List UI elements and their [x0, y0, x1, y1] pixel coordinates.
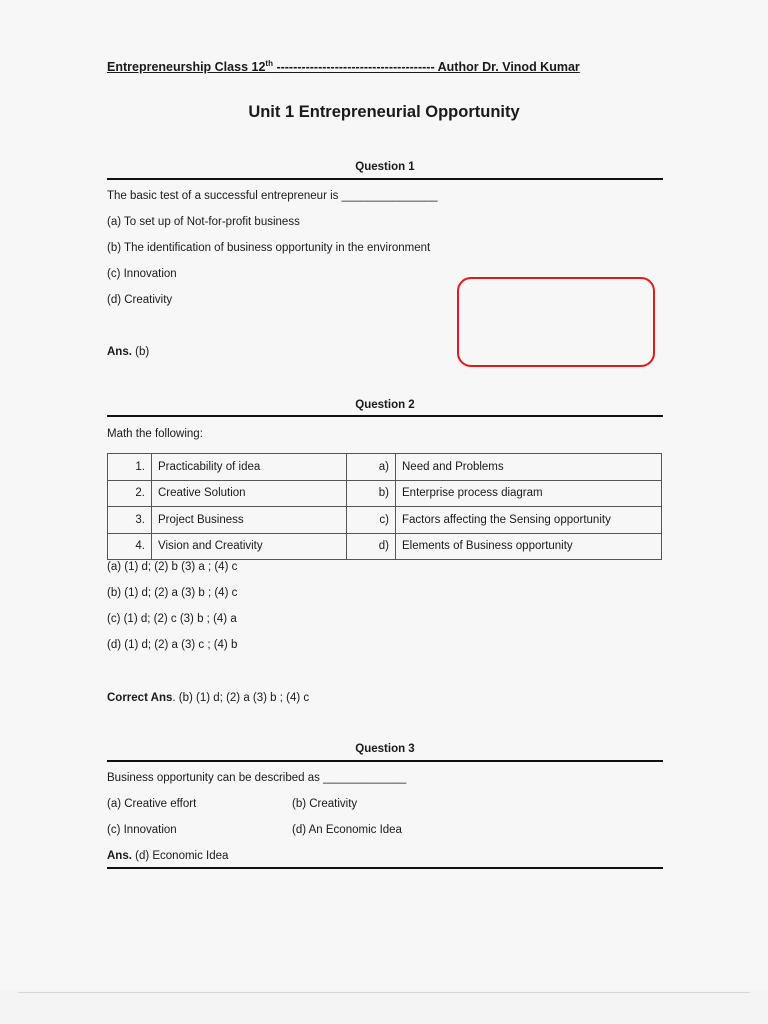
table-row	[108, 480, 662, 507]
answer-value: . (b) (1) d; (2) a (3) b ; (4) c	[172, 692, 310, 704]
table-row	[108, 533, 662, 560]
match-table	[107, 453, 662, 560]
question-2-stem: Math the following:	[107, 428, 203, 440]
question-3-option-b: (b) Creativity	[292, 798, 358, 810]
question-3-answer	[107, 850, 228, 862]
row-left-item: Practicability of idea	[152, 454, 347, 481]
question-3-option-c: (c) Innovation	[107, 824, 177, 836]
question-2-rule	[107, 415, 663, 417]
question-3-option-d: (d) An Economic Idea	[292, 824, 402, 836]
row-right-item: Need and Problems	[396, 454, 662, 481]
question-3-bottom-rule	[107, 867, 663, 869]
question-3-option-a: (a) Creative effort	[107, 798, 197, 810]
answer-label: Ans.	[107, 346, 132, 358]
row-letter: a)	[347, 454, 396, 481]
question-1-option-c: (c) Innovation	[107, 268, 177, 280]
answer-value: (b)	[131, 346, 150, 358]
page-bottom-divider	[18, 992, 750, 993]
answer-label: Correct Ans	[107, 692, 173, 704]
row-number: 1.	[108, 454, 152, 481]
answer-value: (d) Economic Idea	[131, 850, 229, 862]
row-number: 4.	[108, 533, 152, 560]
question-2-option-d: (d) (1) d; (2) a (3) c ; (4) b	[107, 639, 238, 651]
question-2-option-a: (a) (1) d; (2) b (3) a ; (4) c	[107, 561, 238, 573]
document-header	[107, 59, 667, 74]
header-prefix: Entrepreneurship Class 12	[107, 60, 266, 75]
question-2-answer	[107, 692, 309, 704]
table-row	[108, 507, 662, 534]
header-superscript: th	[265, 59, 273, 68]
row-right-item: Elements of Business opportunity	[396, 533, 662, 560]
question-3-heading: Question 3	[355, 743, 415, 755]
header-suffix: -------------------------------------- Author Dr. Vinod Kumar	[272, 60, 580, 75]
table-row	[108, 454, 662, 481]
row-left-item: Project Business	[152, 507, 347, 534]
unit-title: Unit 1 Entrepreneurial Opportunity	[248, 103, 520, 121]
row-left-item: Vision and Creativity	[152, 533, 347, 560]
question-2-heading: Question 2	[355, 399, 415, 411]
row-letter: b)	[347, 480, 396, 507]
row-number: 3.	[108, 507, 152, 534]
question-2-option-b: (b) (1) d; (2) a (3) b ; (4) c	[107, 587, 238, 599]
answer-label: Ans.	[107, 850, 132, 862]
question-1-answer	[107, 346, 149, 358]
row-letter: d)	[347, 533, 396, 560]
question-1-rule	[107, 178, 663, 180]
question-1-option-a: (a) To set up of Not-for-profit business	[107, 216, 300, 228]
question-1-option-b: (b) The identification of business opportunity in the environment	[107, 242, 431, 254]
row-right-item: Factors affecting the Sensing opportunity	[396, 507, 662, 534]
row-left-item: Creative Solution	[152, 480, 347, 507]
red-annotation-box	[457, 277, 655, 367]
question-1-heading: Question 1	[355, 161, 415, 173]
question-1-option-d: (d) Creativity	[107, 294, 173, 306]
question-1-stem: The basic test of a successful entrepreneur is _______________	[107, 190, 438, 202]
question-3-stem: Business opportunity can be described as _____________	[107, 772, 407, 784]
row-number: 2.	[108, 480, 152, 507]
question-3-rule	[107, 760, 663, 762]
question-2-option-c: (c) (1) d; (2) c (3) b ; (4) a	[107, 613, 237, 625]
row-letter: c)	[347, 507, 396, 534]
row-right-item: Enterprise process diagram	[396, 480, 662, 507]
